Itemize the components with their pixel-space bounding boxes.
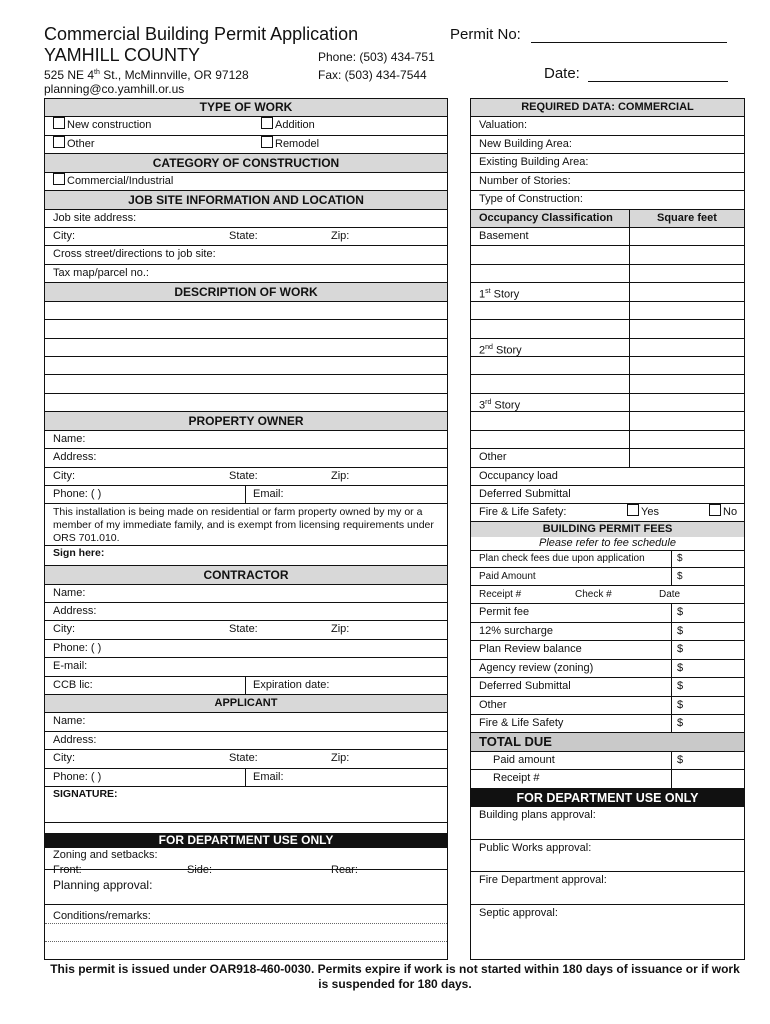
existing-area-field[interactable]: Existing Building Area: (471, 154, 744, 173)
new-construction-option[interactable]: New construction (53, 117, 151, 135)
fee-other-row[interactable]: Other $ (471, 697, 744, 715)
tax-map-field[interactable]: Tax map/parcel no.: (45, 265, 447, 283)
contractor-state-label: State: (229, 623, 258, 635)
plan-check-row[interactable]: Plan check fees due upon application $ (471, 551, 744, 568)
occupancy-row[interactable] (471, 412, 744, 431)
fire-no-option[interactable]: No (709, 504, 737, 521)
zoning-label: Zoning and setbacks: (53, 849, 158, 861)
septic-approval-field[interactable]: Septic approval: (479, 907, 558, 919)
occupancy-row[interactable] (471, 246, 744, 265)
permit-fee-row[interactable]: Permit fee $ (471, 604, 744, 623)
stories-field[interactable]: Number of Stories: (471, 173, 744, 191)
right-column (470, 98, 745, 960)
contractor-address-field[interactable]: Address: (45, 603, 447, 621)
contractor-name-field[interactable]: Name: (45, 585, 447, 603)
required-data-header: REQUIRED DATA: COMMERCIAL (471, 99, 744, 117)
occupancy-row[interactable]: 3rd Story (471, 394, 744, 412)
email-address: planning@co.yamhill.or.us (44, 82, 185, 96)
description-line[interactable] (45, 394, 447, 412)
type-row-1 (45, 117, 447, 136)
plan-review-row[interactable]: Plan Review balance $ (471, 641, 744, 660)
applicant-header: APPLICANT (45, 695, 447, 713)
applicant-zip-label: Zip: (331, 752, 350, 764)
other-checkbox[interactable] (53, 136, 65, 148)
contractor-header: CONTRACTOR (45, 566, 447, 585)
category-header: CATEGORY OF CONSTRUCTION (45, 154, 447, 173)
setbacks-row[interactable]: Front: Side: Rear: (53, 864, 358, 876)
occupancy-row[interactable]: Basement (471, 228, 744, 246)
fee-schedule-note: Please refer to fee schedule (471, 537, 744, 551)
receipt-row[interactable]: Receipt # Check # Date (471, 586, 744, 604)
occupancy-row[interactable] (471, 357, 744, 375)
date-label: Date: (544, 65, 728, 82)
new-construction-checkbox[interactable] (53, 117, 65, 129)
public-works-approval-field[interactable]: Public Works approval: (471, 840, 744, 872)
occupancy-row[interactable]: 2nd Story (471, 339, 744, 357)
planning-approval-field[interactable]: Planning approval: (45, 869, 447, 905)
owner-exemption-statement: This installation is being made on residential or farm property owned by my or a member of my immediate family, and is exempt from licensing requirements under ORS 701.010. (45, 504, 447, 546)
construction-type-field[interactable]: Type of Construction: (471, 191, 744, 210)
fees-header: BUILDING PERMIT FEES (471, 522, 744, 537)
occupancy-row[interactable] (471, 320, 744, 339)
surcharge-row[interactable]: 12% surcharge $ (471, 623, 744, 641)
contractor-expiration-label: Expiration date: (253, 679, 330, 691)
phone-number: Phone: (503) 434-751 (318, 50, 435, 64)
agency-review-row[interactable]: Agency review (zoning) $ (471, 660, 744, 678)
new-area-field[interactable]: New Building Area: (471, 136, 744, 154)
occupancy-row[interactable] (471, 431, 744, 449)
type-of-work-header: TYPE OF WORK (45, 99, 447, 117)
applicant-phone-row[interactable]: Phone: ( ) Email: (45, 769, 447, 787)
applicant-city-row[interactable]: City: State: Zip: (45, 750, 447, 769)
description-line[interactable] (45, 375, 447, 394)
conditions-field[interactable]: Conditions/remarks: (45, 905, 447, 924)
addition-option[interactable]: Addition (261, 117, 315, 135)
cross-street-field[interactable]: Cross street/directions to job site: (45, 246, 447, 265)
fire-yes-option[interactable]: Yes (627, 504, 659, 521)
other-option[interactable]: Other (53, 136, 95, 153)
owner-phone-row[interactable]: Phone: ( ) Email: (45, 486, 447, 504)
sign-here-field[interactable]: Sign here: (45, 546, 447, 566)
occupancy-load-field[interactable]: Occupancy load (471, 468, 744, 486)
check-label: Check # (575, 589, 612, 600)
remodel-checkbox[interactable] (261, 136, 273, 148)
owner-header: PROPERTY OWNER (45, 412, 447, 431)
conditions-line[interactable] (45, 924, 447, 942)
permit-no-field[interactable] (531, 28, 727, 43)
footer-notice: This permit is issued under OAR918-460-0030. Permits expire if work is not started within 180 days of issuance or if work is suspended for 180 days. (50, 962, 740, 991)
owner-email-label: Email: (253, 488, 284, 500)
county-name: YAMHILL COUNTY (44, 45, 201, 65)
building-plans-approval-field[interactable]: Building plans approval: (471, 807, 744, 840)
occupancy-row[interactable] (471, 375, 744, 394)
description-line[interactable] (45, 302, 447, 320)
total-due-label: TOTAL DUE (471, 733, 744, 752)
job-site-zip-label: Zip: (331, 230, 350, 242)
contractor-city-row[interactable]: City: State: Zip: (45, 621, 447, 640)
owner-address-field[interactable]: Address: (45, 449, 447, 468)
valuation-field[interactable]: Valuation: (471, 117, 744, 136)
fire-yes-checkbox[interactable] (627, 504, 639, 516)
fire-no-checkbox[interactable] (709, 504, 721, 516)
rear-label: Rear: (331, 864, 358, 876)
paid-row[interactable]: Paid amount $ (471, 752, 744, 770)
fire-life-safety-row: Fire & Life Safety: Yes No (471, 504, 744, 522)
fire-dept-approval-field[interactable]: Fire Department approval: (471, 872, 744, 905)
contractor-ccb-row[interactable]: CCB lic: Expiration date: (45, 677, 447, 695)
deferred-submittal-field[interactable]: Deferred Submittal (471, 486, 744, 504)
occupancy-row[interactable]: Other (471, 449, 744, 468)
contractor-zip-label: Zip: (331, 623, 350, 635)
occupancy-header: Occupancy Classification (479, 212, 613, 224)
fee-fire-row[interactable]: Fire & Life Safety $ (471, 715, 744, 733)
description-line[interactable] (45, 357, 447, 375)
commercial-option[interactable]: Commercial/Industrial (45, 173, 447, 191)
left-column (44, 98, 448, 960)
type-row-2 (45, 136, 447, 154)
occupancy-row[interactable] (471, 302, 744, 320)
date-field[interactable] (588, 67, 728, 82)
receipt2-row[interactable]: Receipt # (471, 770, 744, 789)
occupancy-row[interactable]: 1st Story (471, 283, 744, 302)
fax-number: Fax: (503) 434-7544 (318, 68, 427, 82)
owner-name-field[interactable]: Name: (45, 431, 447, 449)
job-site-address-field[interactable]: Job site address: (45, 210, 447, 228)
contractor-email-field[interactable]: E-mail: (45, 658, 447, 677)
sqft-header: Square feet (657, 212, 717, 224)
occupancy-row[interactable] (471, 265, 744, 283)
applicant-email-label: Email: (253, 771, 284, 783)
owner-zip-label: Zip: (331, 470, 350, 482)
form-title: Commercial Building Permit Application (44, 24, 359, 44)
commercial-checkbox[interactable] (53, 173, 65, 185)
permit-no-label: Permit No: (450, 26, 727, 43)
addition-checkbox[interactable] (261, 117, 273, 129)
applicant-state-label: State: (229, 752, 258, 764)
remodel-option[interactable]: Remodel (261, 136, 319, 153)
contractor-phone-field[interactable]: Phone: ( ) (45, 640, 447, 658)
paid-amount-row[interactable]: Paid Amount $ (471, 568, 744, 586)
applicant-address-field[interactable]: Address: (45, 732, 447, 750)
spacer (45, 823, 447, 833)
fee-deferred-row[interactable]: Deferred Submittal $ (471, 678, 744, 697)
owner-state-label: State: (229, 470, 258, 482)
left-dept-header: FOR DEPARTMENT USE ONLY (45, 833, 447, 848)
job-site-state-label: State: (229, 230, 258, 242)
side-label: Side: (187, 864, 213, 876)
occupancy-header-row (471, 210, 744, 228)
office-address: 525 NE 4th St., McMinnville, OR 97128 (44, 68, 249, 82)
owner-city-row[interactable]: City: State: Zip: (45, 468, 447, 486)
applicant-name-field[interactable]: Name: (45, 713, 447, 732)
right-dept-header: FOR DEPARTMENT USE ONLY (471, 789, 744, 807)
description-header: DESCRIPTION OF WORK (45, 283, 447, 302)
job-site-city-row[interactable]: City: State: Zip: (45, 228, 447, 246)
job-site-header: JOB SITE INFORMATION AND LOCATION (45, 191, 447, 210)
description-line[interactable] (45, 320, 447, 339)
date-col-label: Date (659, 589, 681, 600)
description-line[interactable] (45, 339, 447, 357)
applicant-signature-field[interactable]: SIGNATURE: (45, 787, 447, 823)
